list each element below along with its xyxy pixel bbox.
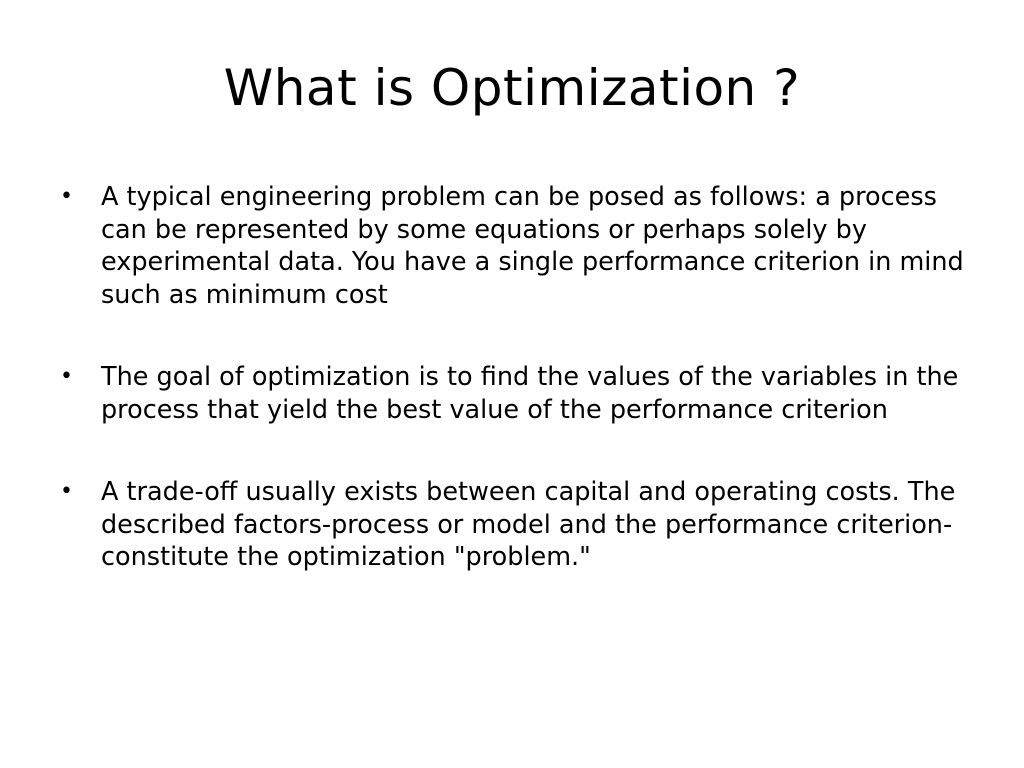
bullet-marker: • [60, 479, 73, 504]
bullet-item [60, 476, 975, 574]
bullet-marker: • [60, 184, 73, 209]
slide-title: What is Optimization ? [223, 59, 801, 117]
bullet-text: A typical engineering problem can be posed as follows: a process can be represented by some equations or perhaps solely by experimental data. You have a single performance criterion in mind such as minimum cost [101, 182, 964, 310]
bullet-marker: • [60, 364, 73, 389]
bullet-text: The goal of optimization is to find the values of the variables in the process that yield the best value of the performance criterion [101, 362, 959, 425]
bullet-text: A trade-off usually exists between capital and operating costs. The described factors-process or model and the performance criterion-constitute the optimization "problem." [101, 477, 956, 572]
bullet-item [60, 361, 975, 426]
bullet-list [60, 181, 975, 574]
bullet-item [60, 181, 975, 311]
